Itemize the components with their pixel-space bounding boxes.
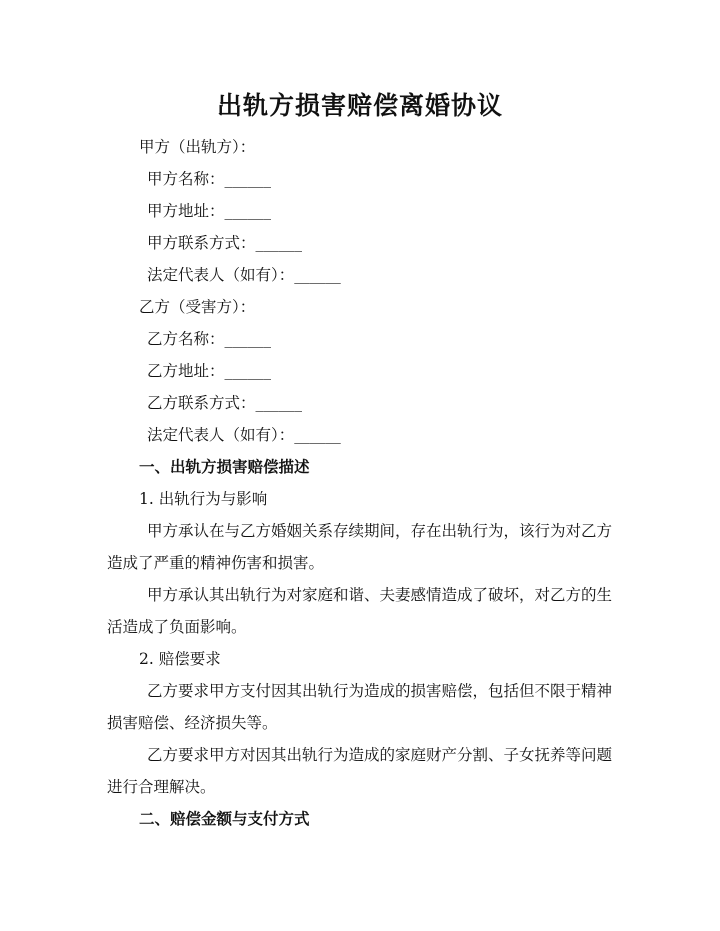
subsection-1-paragraph-1: 甲方承认在与乙方婚姻关系存续期间，存在出轨行为，该行为对乙方造成了严重的精神伤害和损害。 [107, 522, 613, 572]
subsection-1-heading: 1. 出轨行为与影响 [139, 490, 268, 508]
subsection-2-heading: 2. 赔偿要求 [139, 650, 221, 668]
party-a-address: 甲方地址：______ [147, 202, 272, 220]
party-b-representative: 法定代表人（如有）：______ [147, 426, 341, 444]
party-a-name: 甲方名称：______ [147, 170, 272, 188]
party-b-heading: 乙方（受害方）： [139, 298, 256, 316]
party-b-name: 乙方名称：______ [147, 330, 272, 348]
party-b-contact: 乙方联系方式：______ [147, 394, 303, 412]
subsection-1-paragraph-2: 甲方承认其出轨行为对家庭和谐、夫妻感情造成了破坏，对乙方的生活造成了负面影响。 [107, 586, 613, 636]
section-1-heading: 一、出轨方损害赔偿描述 [139, 458, 310, 476]
section-2-heading: 二、赔偿金额与支付方式 [139, 810, 310, 828]
document-title: 出轨方损害赔偿离婚协议 [216, 91, 503, 120]
subsection-2-paragraph-2: 乙方要求甲方对因其出轨行为造成的家庭财产分割、子女抚养等问题进行合理解决。 [107, 746, 613, 796]
party-a-contact: 甲方联系方式：______ [147, 234, 303, 252]
party-a-heading: 甲方（出轨方）： [139, 138, 256, 156]
subsection-2-paragraph-1: 乙方要求甲方支付因其出轨行为造成的损害赔偿，包括但不限于精神损害赔偿、经济损失等。 [107, 682, 613, 732]
party-a-representative: 法定代表人（如有）：______ [147, 266, 341, 284]
party-b-address: 乙方地址：______ [147, 362, 272, 380]
